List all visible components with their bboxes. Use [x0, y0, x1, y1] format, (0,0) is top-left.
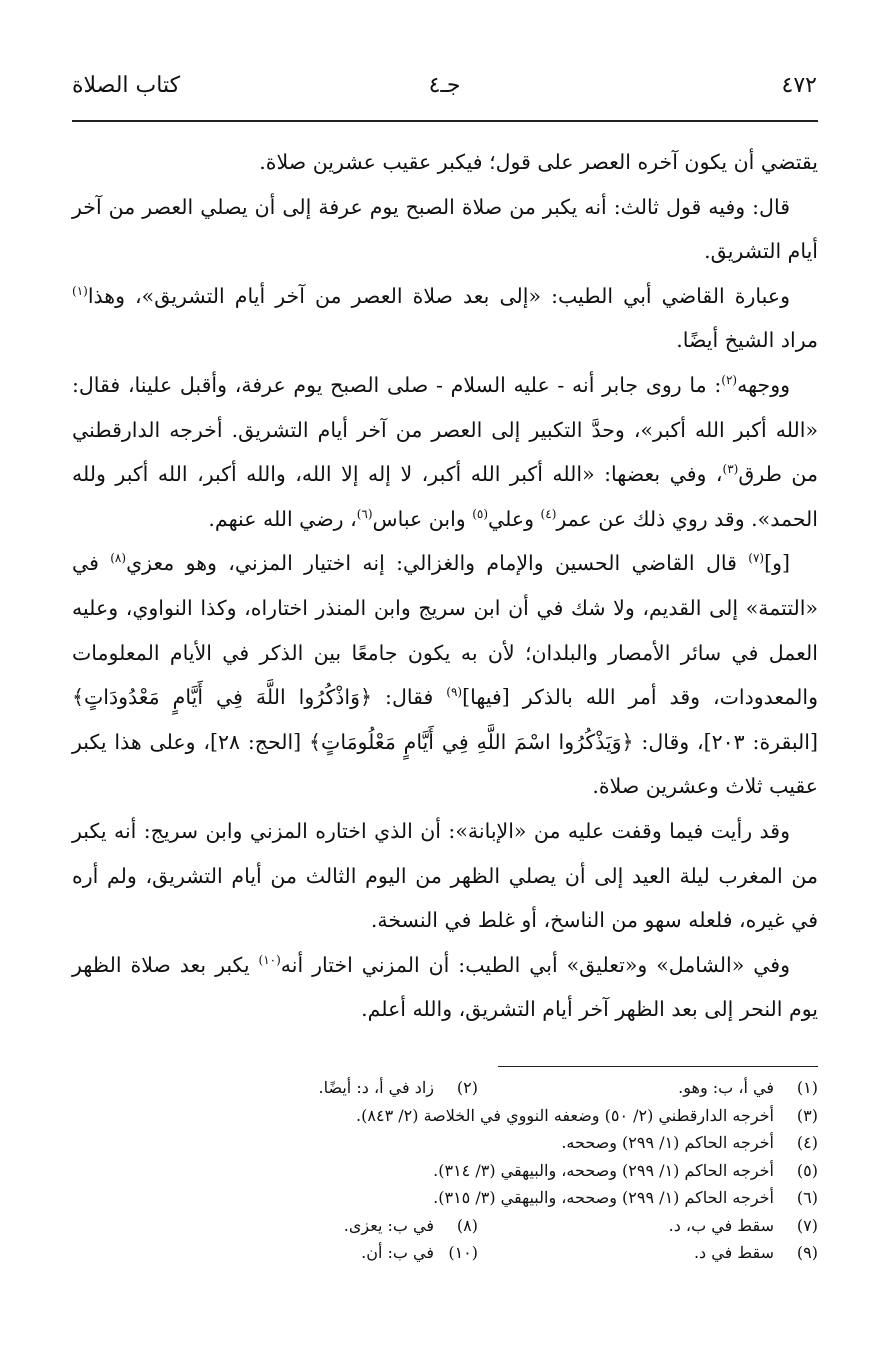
footnote-row — [72, 1239, 818, 1267]
footnote-row — [72, 1212, 818, 1240]
footnote-ref-8: (٨) — [110, 551, 127, 566]
footnote-6: (٦) أخرجه الحاكم (١/ ٢٩٩) وصححه، والبيهقي (٣/ ٣١٥). — [433, 1188, 818, 1207]
page-number: ٤٧٢ — [781, 73, 817, 98]
footnote-4: (٤) أخرجه الحاكم (١/ ٢٩٩) وصححه. — [561, 1133, 818, 1152]
footnote-ref-10: (١٠) — [258, 952, 281, 967]
footnote-ref-2: (٢) — [721, 373, 738, 388]
paragraph-2: قال: وفيه قول ثالث: أنه يكبر من صلاة الصبح يوم عرفة إلى أن يصلي العصر من آخر أيام التشريق. — [72, 194, 818, 264]
footnote-row — [72, 1129, 818, 1157]
book-title: كتاب الصلاة — [72, 73, 181, 98]
footnote-ref-1: (١) — [72, 283, 88, 298]
footnote-10: (١٠) في ب: أن. — [361, 1243, 478, 1262]
page-header — [72, 72, 817, 108]
footnote-ref-5: (٥) — [472, 506, 489, 521]
main-text — [72, 140, 818, 1032]
footnote-ref-9: (٩) — [446, 685, 463, 700]
footnote-3: (٣) أخرجه الدارقطني (٢/ ٥٠) وضعفه النووي في الخلاصة (٢/ ٨٤٣). — [356, 1105, 818, 1125]
footnote-1: (١) في أ، ب: وهو. — [678, 1078, 818, 1097]
volume-label: جـ٤ — [428, 73, 461, 98]
footnote-ref-4: (٤) — [540, 506, 557, 521]
paragraph-7: وفي «الشامل» و«تعليق» أبي الطيب: أن المزني اختار أنه$^{(١٠)}$ يكبر بعد صلاة الظهر يوم النحر إلى بعد الظهر آخر أيام التشريق، والله أعلم. — [72, 952, 818, 1022]
footnote-9: (٩) سقط في د. — [693, 1243, 818, 1262]
footnote-5: (٥) أخرجه الحاكم (١/ ٢٩٩) وصححه، والبيهقي (٣/ ٣١٤). — [433, 1160, 818, 1180]
footnote-ref-7: (٧) — [748, 551, 765, 566]
paragraph-4: ووجهه$^{(٢)}$: ما روى جابر أنه - عليه السلام - صلى الصبح يوم عرفة، وأقبل علينا، فقال: «الله أكبر الله أكبر»، وحدَّ التكبير إلى العصر من آخر أيام التشريق. أخرجه الدارقطني من طرق$^{(٣)}$، وفي بعضها: «الله أكبر الله أكبر، لا إله إلا الله، والله أكبر، الله أكبر ولله الحمد». وقد روي ذلك عن عمر$^{(٤)}$ وعلي$^{(٥)}$ وابن عباس$^{(٦)}$، رضي الله عنهم. — [72, 372, 818, 531]
footnote-ref-3: (٣) — [722, 462, 739, 477]
paragraph-5: [و]$^{(٧)}$ قال القاضي الحسين والإمام والغزالي: إنه اختيار المزني، وهو معزي$^{(٨)}$ في «التتمة» إلى القديم، ولا شك في أن ابن سريج وابن المنذر اختاراه، وكذا النواوي، وعليه العمل في سائر الأمصار والبلدان؛ لأن به يكون جامعًا بين الذكر في الأيام المعلومات والمعدودات، وقد أمر الله بالذكر [فيها]$^{(٩)}$ فقال: ﴿وَاذْكُرُوا اللَّهَ فِي أَيَّامٍ مَعْدُودَاتٍ﴾ [البقرة: ٢٠٣]، وقال: ﴿وَيَذْكُرُوا اسْمَ اللَّهِ فِي أَيَّامٍ مَعْلُومَاتٍ﴾ [الحج: ٢٨]، وعلى هذا يكبر عقيب ثلاث وعشرين صلاة. — [72, 551, 819, 799]
header-divider — [72, 120, 818, 122]
paragraph-3: وعبارة القاضي أبي الطيب: «إلى بعد صلاة العصر من آخر أيام التشريق»، وهذا$^{(١)}$ مراد الشيخ أيضًا. — [72, 283, 818, 353]
footnote-row — [72, 1074, 818, 1102]
footnote-row — [72, 1102, 818, 1130]
footnote-2: (٢) زاد في أ، د: أيضًا. — [318, 1078, 478, 1097]
footnote-row — [72, 1184, 818, 1212]
footnote-row — [72, 1157, 818, 1185]
footnote-divider — [498, 1066, 818, 1067]
paragraph-1: يقتضي أن يكون آخره العصر على قول؛ فيكبر عقيب عشرين صلاة. — [259, 150, 818, 174]
footnote-ref-6: (٦) — [356, 506, 373, 521]
paragraph-6: وقد رأيت فيما وقفت عليه من «الإبانة»: أن الذي اختاره المزني وابن سريج: أنه يكبر من المغرب ليلة العيد إلى أن يصلي الظهر من اليوم الثالث من أيام التشريق، ولم أره في غيره، فلعله سهو من الناسخ، أو غلط في النسخة. — [72, 818, 818, 933]
footnote-7: (٧) سقط في ب، د. — [668, 1215, 818, 1235]
footnotes — [72, 1074, 818, 1267]
footnote-8: (٨) في ب: يعزى. — [343, 1215, 478, 1235]
